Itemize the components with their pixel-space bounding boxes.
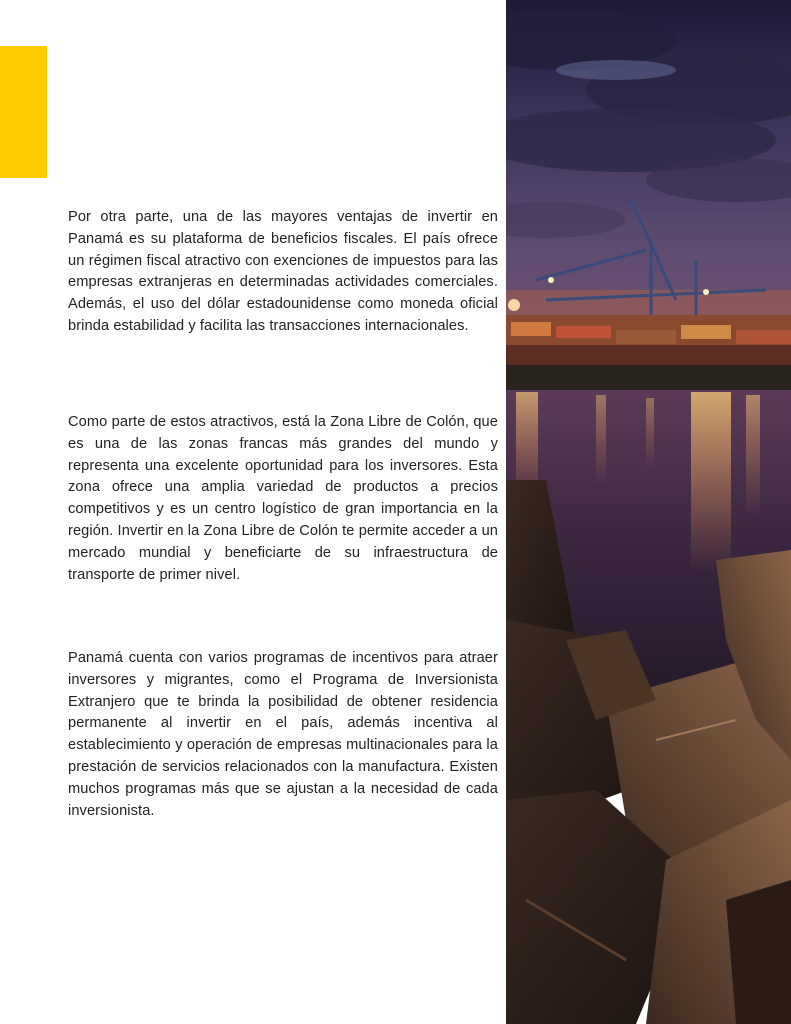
paragraph-incentive-programs: Panamá cuenta con varios programas de incentivos para atraer inversores y migrantes, como el Programa de Inversionista Extranjero que te brinda la posibilidad de obtener residencia permanente al invertir en el país, además incentiva al establecimiento y operación de empresas multinacionales para la prestación de servicios relacionados con la manufactura. Existen muchos programas más que se ajustan a la necesidad de cada inversionista. <box>68 650 498 819</box>
paragraph-zona-libre: Como parte de estos atractivos, está la Zona Libre de Colón, que es una de las zonas francas más grandes del mundo y representa una excelente oportunidad para los inversores. Esta zona ofrece una amplia variedad de productos a precios competitivos y es un centro logístico de gran importancia en la región. Invertir en la Zona Libre de Colón te permite acceder a un mercado mundial y beneficiarte de su infraestructura de transporte de primer nivel. <box>68 414 498 583</box>
port-night-photo <box>506 0 791 1024</box>
paragraph-fiscal-benefits: Por otra parte, una de las mayores ventajas de invertir en Panamá es su plataforma de beneficios fiscales. El país ofrece un régimen fiscal atractivo con exenciones de impuestos para las empresas extranjeras en determinadas actividades comerciales. Además, el uso del dólar estadounidense como moneda oficial brinda estabilidad y facilita las transacciones internacionales. <box>68 209 498 334</box>
yellow-accent-bar <box>0 46 47 178</box>
breakwater <box>506 365 791 390</box>
